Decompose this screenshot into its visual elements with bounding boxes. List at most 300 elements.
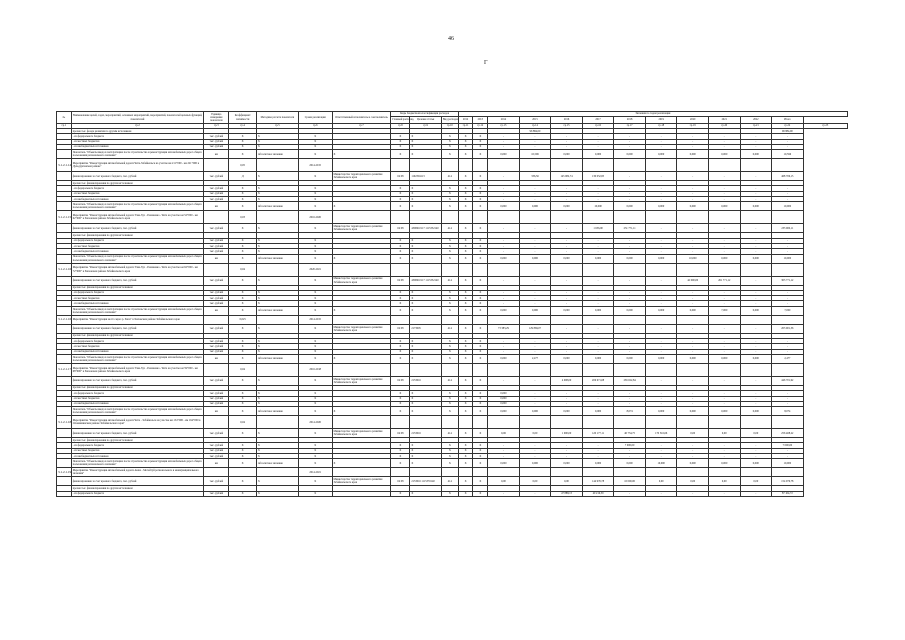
row-total [772, 315, 804, 324]
row-method [256, 211, 298, 224]
row-value-2022: - [740, 324, 772, 333]
row-exec [332, 363, 391, 376]
row-budget-main: 04 08 [391, 429, 410, 438]
row-term: Х [298, 324, 332, 333]
row-value-2016: - [551, 243, 583, 248]
row-value-2021: - [708, 290, 740, 295]
header-unit: Единица измерения показателя [204, 112, 229, 124]
row-term: Х [298, 249, 332, 254]
row-value-2014: - [488, 134, 520, 139]
row-value-2021 [708, 211, 740, 224]
header-index-6: гр.6 [298, 124, 332, 129]
row-value-2020: 0,00 [677, 429, 709, 438]
row-value-2013: Х [473, 301, 488, 306]
row-budget-main: Х [391, 254, 410, 263]
header-year-2015: 2015 [519, 117, 551, 124]
row-value-2013: Х [473, 443, 488, 448]
row-value-2021: - [708, 197, 740, 202]
row-value-2021 [708, 468, 740, 477]
row-method: Х [256, 224, 298, 233]
row-value-2017: - [582, 349, 614, 354]
row-total: - [772, 197, 804, 202]
row-unit: тыс. рублей [204, 454, 229, 459]
row-term: Х [298, 443, 332, 448]
row-name: финансирование за счет краевого бюджета, тыс. рублей [71, 224, 204, 233]
row-exec: Министерство территориального развития Забайкальского края [332, 172, 391, 181]
table-row [57, 324, 848, 333]
row-value-2012 [458, 315, 473, 324]
row-method: Х [256, 429, 298, 438]
row-code [57, 306, 72, 315]
row-term: Х [298, 191, 332, 196]
row-value-2017: - [582, 296, 614, 301]
header-index-12: гр.12 [473, 124, 488, 129]
row-value-2013: Х [473, 224, 488, 233]
row-method: Х [256, 454, 298, 459]
row-total: 233 000,11 [772, 224, 804, 233]
row-budget-article: Х [410, 306, 442, 315]
row-value-2019: - [645, 139, 677, 144]
row-value-2016: - [551, 396, 583, 401]
row-budget-article: Х [410, 202, 442, 211]
row-value-2022: - [740, 139, 772, 144]
row-value-2016: - [551, 454, 583, 459]
row-total: 2,477 [772, 354, 804, 363]
row-value-2015: - [519, 296, 551, 301]
row-total: 203 901,36 [772, 324, 804, 333]
row-value-2019: 0,000 [645, 354, 677, 363]
row-value-2022: - [740, 290, 772, 295]
row-budget-main: 04 08 [391, 276, 410, 285]
row-value-2012: Х [458, 224, 473, 233]
row-method [256, 363, 298, 376]
row-name: Показатель "Объекты ввода в эксплуатацию после строительства и реконструкции автомобильных дорог общего пользования регионального значения" [72, 150, 202, 158]
row-total: - [772, 401, 804, 406]
table-row [57, 172, 848, 181]
row-value-2013: Х [473, 354, 488, 363]
row-value-2015: - [519, 197, 551, 202]
row-value-2018: - [614, 454, 646, 459]
row-value-2022: - [740, 344, 772, 349]
table-row [57, 306, 848, 315]
row-method: Абсолютное значение [256, 254, 298, 263]
row-value-2015: 2,477 [519, 354, 551, 363]
row-value-2013: Х [473, 491, 488, 496]
row-value-2018: 0,000 [614, 306, 646, 315]
row-term: Х [298, 290, 332, 295]
row-value-2021: - [708, 396, 740, 401]
row-value-2014: - [488, 243, 520, 248]
row-budget-type: Х [441, 202, 458, 211]
row-value-2017: - [582, 443, 614, 448]
row-value-2020: - [677, 443, 709, 448]
row-value-2014: - [488, 197, 520, 202]
row-value-2021: - [708, 324, 740, 333]
row-method: Абсолютное значение [256, 150, 298, 159]
row-value-2019: 170 316,66 [645, 429, 677, 438]
row-budget-type: Х [441, 191, 458, 196]
row-total: 446 701,92 [772, 376, 804, 385]
row-unit: км [204, 306, 229, 315]
row-value-2020: - [677, 290, 709, 295]
row-value-2013: Х [473, 296, 488, 301]
row-budget-article: Х [410, 354, 442, 363]
row-value-2018: - [614, 339, 646, 344]
table-row [57, 354, 848, 363]
row-total: 7 000,00 [772, 443, 804, 448]
row-term: Х [298, 448, 332, 453]
row-value-2012 [458, 363, 473, 376]
row-method: Х [256, 477, 298, 486]
row-budget-type: Х [441, 407, 458, 416]
row-name: финансирование за счет краевого бюджета, тыс. рублей [71, 276, 204, 285]
row-budget-main: 04 08 [391, 324, 410, 333]
row-unit: тыс. рублей [204, 134, 229, 139]
row-budget-type: Х [441, 197, 458, 202]
row-budget-main: Х [391, 249, 410, 254]
row-method: Х [256, 376, 298, 385]
row-value-2022: - [740, 249, 772, 254]
row-value-2021 [708, 159, 740, 172]
row-value-2016: - [551, 344, 583, 349]
row-total: - [772, 396, 804, 401]
row-method: Х [256, 443, 298, 448]
row-method [256, 263, 298, 276]
row-value-2019: - [645, 134, 677, 139]
row-value-2022 [740, 315, 772, 324]
row-value-2022: 0,000 [740, 254, 772, 263]
row-value-2022: - [740, 448, 772, 453]
row-coef: Д [229, 172, 256, 181]
row-value-2018: 0,000 [614, 354, 646, 363]
row-value-2021: - [708, 191, 740, 196]
row-value-2012: Х [458, 139, 473, 144]
row-value-2014 [488, 416, 520, 429]
row-value-2012: Х [458, 429, 473, 438]
row-total [772, 468, 804, 477]
row-value-2017: - [582, 391, 614, 396]
row-budget-article: Х [410, 150, 442, 159]
row-value-2019: - [645, 191, 677, 196]
row-value-2017: 0,000 [582, 354, 614, 363]
row-coef: Х [229, 276, 256, 285]
row-code: 3.1.2.1.14 [57, 159, 72, 172]
row-budget-main: Х [391, 396, 410, 401]
row-term: Х [298, 396, 332, 401]
row-value-2017: 40 216,39 [582, 491, 614, 496]
row-value-2018: - [614, 243, 646, 248]
row-name: Мероприятие "Реконструкция автомобильной дороги Чита - Забайкальск на участке км 154+000 - км 164+000 в Оловяннинском районе Забайкальского края" [71, 416, 204, 429]
row-exec [332, 491, 391, 496]
row-value-2021: - [708, 454, 740, 459]
row-term: Х [298, 376, 332, 385]
row-name: - из федерального бюджета [71, 339, 204, 344]
row-coef: 0,03 [229, 211, 256, 224]
row-value-2020: - [677, 376, 709, 385]
row-value-2014: 0,000 [488, 459, 520, 468]
row-budget-type: Х [441, 391, 458, 396]
row-value-2019: - [645, 224, 677, 233]
row-value-2013: Х [473, 324, 488, 333]
row-value-2021: - [708, 401, 740, 406]
row-method: Х [256, 296, 298, 301]
row-value-2012: Х [458, 296, 473, 301]
row-value-2015 [519, 468, 551, 477]
row-name: - из федерального бюджета [71, 238, 204, 243]
header-index-10: гр.10 [441, 124, 458, 129]
row-name: финансирование за счет краевого бюджета, тыс. рублей [71, 376, 204, 385]
row-value-2020: - [677, 191, 709, 196]
row-total: 87 104,72 [772, 491, 804, 496]
row-budget-article: 4306910117 1115332140 [410, 224, 442, 233]
header-index-4: гр.4 [229, 124, 256, 129]
row-value-2017: - [582, 197, 614, 202]
row-budget-type: 414 [441, 429, 458, 438]
row-value-2016: - [551, 224, 583, 233]
row-name: - из местных бюджетов [71, 191, 204, 196]
row-value-2015: - [519, 344, 551, 349]
row-value-2012 [458, 263, 473, 276]
row-value-2021: - [708, 443, 740, 448]
row-total: 303 771,12 [772, 276, 804, 285]
row-budget-article: Х [410, 448, 442, 453]
row-value-2016: 0,000 [551, 459, 583, 468]
row-name: - из внебюджетных источников [71, 249, 204, 254]
row-value-2018: 40 734,75 [614, 429, 646, 438]
row-total [772, 211, 804, 224]
row-total: - [772, 296, 804, 301]
row-value-2013: Х [473, 186, 488, 191]
row-value-2019: - [645, 491, 677, 496]
row-coef: Х [229, 376, 256, 385]
row-value-2020: - [677, 144, 709, 149]
row-value-2015: - [519, 144, 551, 149]
row-value-2018: 10 000,00 [614, 477, 646, 486]
row-value-2020: - [677, 396, 709, 401]
row-term: Х [298, 301, 332, 306]
row-value-2017 [582, 363, 614, 376]
row-budget-article: 2153016 [410, 376, 442, 385]
row-value-2020: - [677, 448, 709, 453]
table-row [57, 459, 848, 468]
row-term: Х [298, 134, 332, 139]
header-index-21: гр.21 [740, 124, 772, 129]
row-budget-article [410, 363, 442, 376]
row-name: - из местных бюджетов [71, 296, 204, 301]
row-value-2020: - [677, 249, 709, 254]
row-budget-article: 4306910117 1115332140 [410, 276, 442, 285]
header-index-15: гр.15 [551, 124, 583, 129]
row-value-2018: - [614, 396, 646, 401]
row-value-2014: 0,000 [488, 254, 520, 263]
row-exec [332, 211, 391, 224]
row-name: - из местных бюджетов [71, 396, 204, 401]
row-unit: км [204, 407, 229, 416]
row-value-2017: - [582, 401, 614, 406]
budget-table [56, 111, 848, 497]
row-budget-article: 2153016 1115333140 [410, 477, 442, 486]
row-value-2022 [740, 263, 772, 276]
row-coef: 0,04 [229, 263, 256, 276]
row-value-2017: - [582, 249, 614, 254]
row-coef: Х [229, 448, 256, 453]
row-total: - [772, 249, 804, 254]
row-value-2014 [488, 211, 520, 224]
row-budget-main: Х [391, 296, 410, 301]
row-value-2016 [551, 263, 583, 276]
row-budget-type: Х [441, 238, 458, 243]
header-no: № [57, 112, 72, 124]
row-value-2016 [551, 416, 583, 429]
row-code [57, 376, 72, 385]
row-budget-main [391, 263, 410, 276]
row-value-2019: - [645, 344, 677, 349]
row-value-2019: 0,000 [645, 407, 677, 416]
row-value-2015: - [519, 454, 551, 459]
row-method: Х [256, 186, 298, 191]
row-coef [229, 468, 256, 477]
row-value-2017: - [582, 139, 614, 144]
row-term: 2020-2021 [298, 263, 332, 276]
row-name: Мероприятие "Реконструкция автомобильной дороги Улан-Удэ - Романовка - Чита на участке км 52+000 - км 62+000" в Хилокском районе Забайкальского края [71, 211, 204, 224]
row-value-2021: - [708, 224, 740, 233]
row-value-2015 [519, 211, 551, 224]
row-value-2015: - [519, 401, 551, 406]
header-year-2016: 2016 [551, 117, 583, 124]
row-value-2019 [645, 211, 677, 224]
row-code [57, 254, 72, 263]
row-value-2017: 0,000 [582, 150, 614, 159]
row-value-2022: - [740, 443, 772, 448]
row-value-2021: - [708, 376, 740, 385]
row-value-2020: - [677, 401, 709, 406]
row-total: - [772, 349, 804, 354]
row-method: Х [256, 349, 298, 354]
row-value-2019: - [645, 324, 677, 333]
row-unit: тыс. рублей [204, 191, 229, 196]
row-value-2022: - [740, 224, 772, 233]
table-row [57, 477, 848, 486]
row-value-2019: - [645, 339, 677, 344]
header-index-9: гр.9 [410, 124, 442, 129]
row-name: прочие тыс. финансирования по другим источникам [71, 233, 204, 238]
row-coef: Х [229, 339, 256, 344]
row-exec: Х [332, 306, 391, 315]
row-value-2012 [458, 416, 473, 429]
row-value-2018 [614, 159, 646, 172]
row-code [57, 172, 72, 181]
row-total: - [772, 139, 804, 144]
row-value-2017: - [582, 339, 614, 344]
header-index-5: гр.5 [256, 124, 298, 129]
row-budget-type [441, 363, 458, 376]
row-method [256, 159, 298, 172]
header-year-2022: 2022 [740, 117, 772, 124]
row-value-2021: 0,000 [708, 354, 740, 363]
header-index-14: гр.14 [519, 124, 551, 129]
row-value-2018: - [614, 290, 646, 295]
row-coef: Х [229, 296, 256, 301]
row-value-2014: - [488, 448, 520, 453]
row-budget-main: Х [391, 243, 410, 248]
row-value-2021: 7,000 [708, 306, 740, 315]
row-total [772, 363, 804, 376]
row-coef: Х [229, 301, 256, 306]
row-method: Х [256, 276, 298, 285]
row-exec [332, 159, 391, 172]
row-value-2020: - [677, 243, 709, 248]
row-method: Х [256, 401, 298, 406]
row-term: Х [298, 477, 332, 486]
row-term: Х [298, 186, 332, 191]
row-value-2013 [473, 468, 488, 477]
row-value-2019: 0,000 [645, 306, 677, 315]
row-code [57, 276, 72, 285]
row-value-2016: - [551, 349, 583, 354]
row-value-2017: - [582, 448, 614, 453]
row-value-2016: 0,000 [551, 354, 583, 363]
row-value-2021: - [708, 186, 740, 191]
row-value-2014: - [488, 344, 520, 349]
row-value-2022: - [740, 276, 772, 285]
row-total: 468 706,15 [772, 172, 804, 181]
row-value-2022: - [740, 454, 772, 459]
row-value-2021: 0,000 [708, 150, 740, 159]
row-budget-type: Х [441, 349, 458, 354]
row-unit: тыс. рублей [204, 139, 229, 144]
row-method: Х [256, 249, 298, 254]
row-value-2016: 0,000 [551, 202, 583, 211]
row-value-2022: - [740, 238, 772, 243]
table-row [57, 363, 848, 376]
row-total [772, 263, 804, 276]
table-row [57, 202, 848, 211]
row-value-2012: Х [458, 202, 473, 211]
row-value-2017: 0,000 [582, 306, 614, 315]
row-value-2022 [740, 159, 772, 172]
row-method: Х [256, 396, 298, 401]
row-code [57, 459, 72, 468]
row-exec: Х [332, 407, 391, 416]
row-unit: тыс. рублей [204, 401, 229, 406]
row-value-2022: 0,000 [740, 150, 772, 159]
header-budget-sub-2: Вид расходов [441, 117, 458, 124]
row-method: Х [256, 290, 298, 295]
row-value-2012: Х [458, 349, 473, 354]
row-unit: тыс. рублей [204, 224, 229, 233]
row-budget-article: Х [410, 144, 442, 149]
table-row [57, 491, 848, 496]
row-exec: Министерство территориального развития Забайкальского края [332, 224, 391, 233]
row-value-2022: - [740, 376, 772, 385]
row-value-2017: - [582, 301, 614, 306]
row-value-2015: - [519, 249, 551, 254]
row-value-2012: Х [458, 191, 473, 196]
row-value-2013: Х [473, 429, 488, 438]
row-budget-main: 04 08 [391, 376, 410, 385]
row-value-2018: 0,000 [614, 202, 646, 211]
row-value-2015: - [519, 139, 551, 144]
table-row [57, 211, 848, 224]
row-value-2020: - [677, 139, 709, 144]
row-value-2014: 0,000 [488, 391, 520, 396]
row-value-2015: - [519, 191, 551, 196]
row-value-2014: - [488, 443, 520, 448]
row-coef: Х [229, 290, 256, 295]
header-total: Итого [772, 117, 804, 124]
row-code: 3.1.2.1.16 [57, 315, 72, 324]
row-value-2013: Х [473, 401, 488, 406]
